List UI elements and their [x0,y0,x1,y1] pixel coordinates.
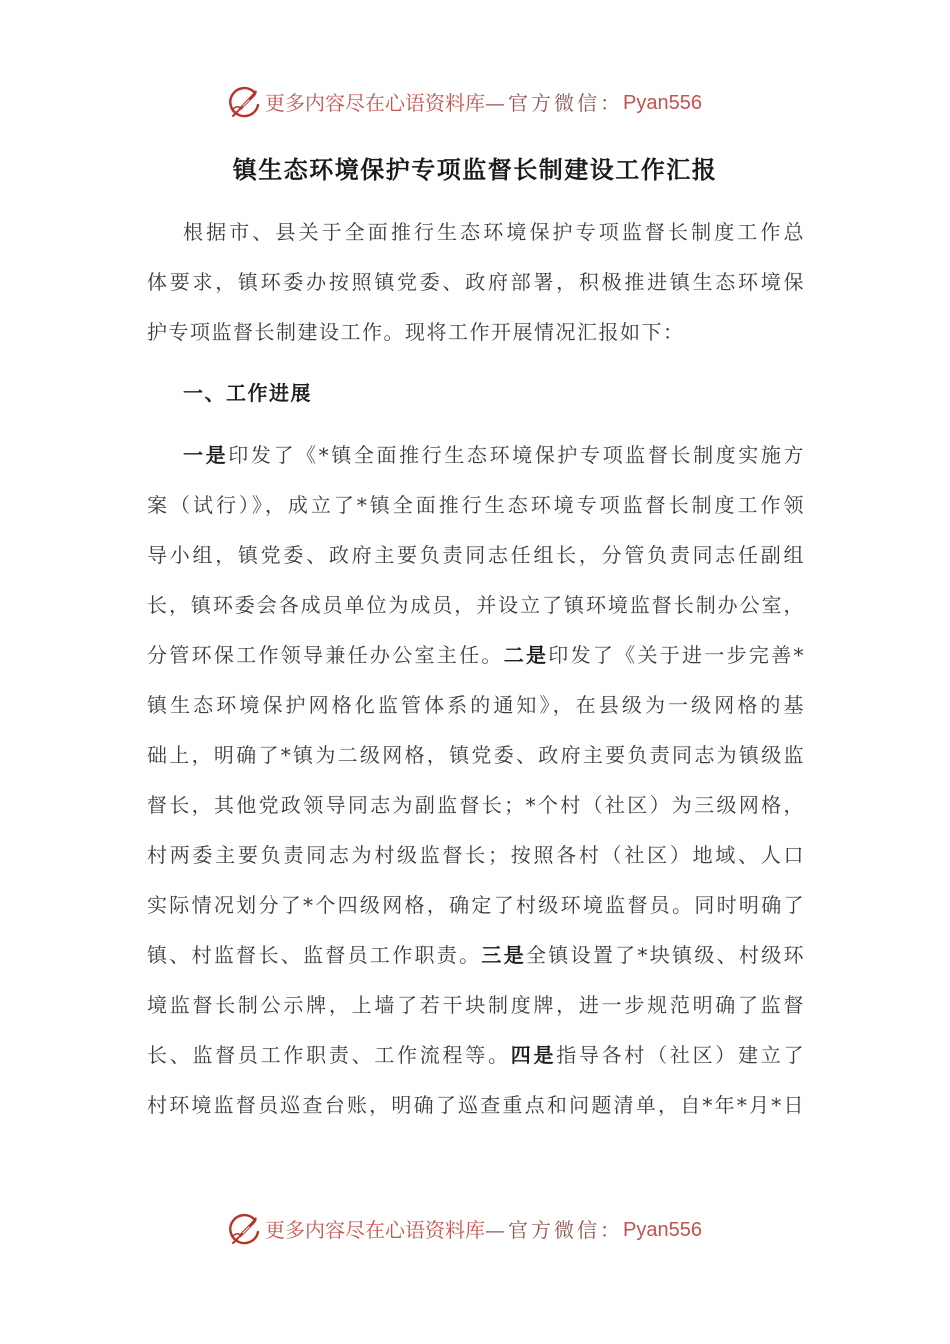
watermark-brand-text: 更多内容尽在心语资料库 [265,91,485,115]
line-text: 印发了《关于进一步完善* [548,643,805,667]
section-line [147,430,805,480]
watermark-wechat-id: Pyan556 [623,1219,702,1241]
section-line: 导小组，镇党委、政府主要负责同志任组长，分管负责同志任副组 [147,543,805,567]
section-line: 境监督长制公示牌，上墙了若干块制度牌，进一步规范明确了监督 [147,993,805,1017]
point-marker-two: 二是 [503,643,549,667]
section-line: 础上，明确了*镇为二级网格，镇党委、政府主要负责同志为镇级监 [147,743,805,767]
section-line: 督长，其他党政领导同志为副监督长；*个村（社区）为三级网格， [147,793,805,817]
section-line [147,1030,805,1080]
quill-logo-icon [227,85,263,121]
line-text: 全镇设置了*块镇级、村级环 [526,943,805,967]
section-line: 村两委主要负责同志为村级监督长；按照各村（社区）地域、人口 [147,843,805,867]
section-line: 实际情况划分了*个四级网格，确定了村级环境监督员。同时明确了 [147,893,805,917]
section-line [147,630,805,680]
section-line: 镇生态环境保护网格化监管体系的通知》，在县级为一级网格的基 [147,693,805,717]
intro-line: 根据市、县关于全面推行生态环境保护专项监督长制度工作总 [183,220,805,244]
section-line [147,930,805,980]
section-line: 长，镇环委会各成员单位为成员，并设立了镇环境监督长制办公室， [147,593,805,617]
line-text: 指导各村（社区）建立了 [556,1043,805,1067]
watermark-brand-text: 更多内容尽在心语资料库 [265,1218,485,1242]
line-text: 镇、村监督长、监督员工作职责。 [147,943,482,967]
header-watermark [227,85,702,121]
section-line: 案（试行）》，成立了*镇全面推行生态环境专项监督长制度工作领 [147,493,805,517]
watermark-wechat-label: —官方微信： [485,91,623,115]
section-heading: 一、工作进展 [183,381,312,405]
line-text: 长、监督员工作职责、工作流程等。 [147,1043,511,1067]
intro-line: 护专项监督长制建设工作。现将工作开展情况汇报如下： [147,320,685,344]
watermark-wechat-id: Pyan556 [623,92,702,114]
intro-line: 体要求，镇环委办按照镇党委、政府部署，积极推进镇生态环境保 [147,270,805,294]
section-paragraph [147,430,805,1130]
section-line: 村环境监督员巡查台账，明确了巡查重点和问题清单，自*年*月*日 [147,1093,805,1117]
point-marker-three: 三是 [481,943,526,967]
footer-watermark [227,1212,702,1248]
point-marker-one: 一是 [183,443,229,467]
line-text: 印发了《*镇全面推行生态环境保护专项监督长制度实施方 [228,443,805,467]
document-title: 镇生态环境保护专项监督长制建设工作汇报 [232,155,718,184]
quill-logo-icon [227,1212,263,1248]
watermark-wechat-label: —官方微信： [485,1218,623,1242]
point-marker-four: 四是 [510,1043,557,1067]
intro-paragraph [147,207,805,357]
line-text: 分管环保工作领导兼任办公室主任。 [147,643,504,667]
